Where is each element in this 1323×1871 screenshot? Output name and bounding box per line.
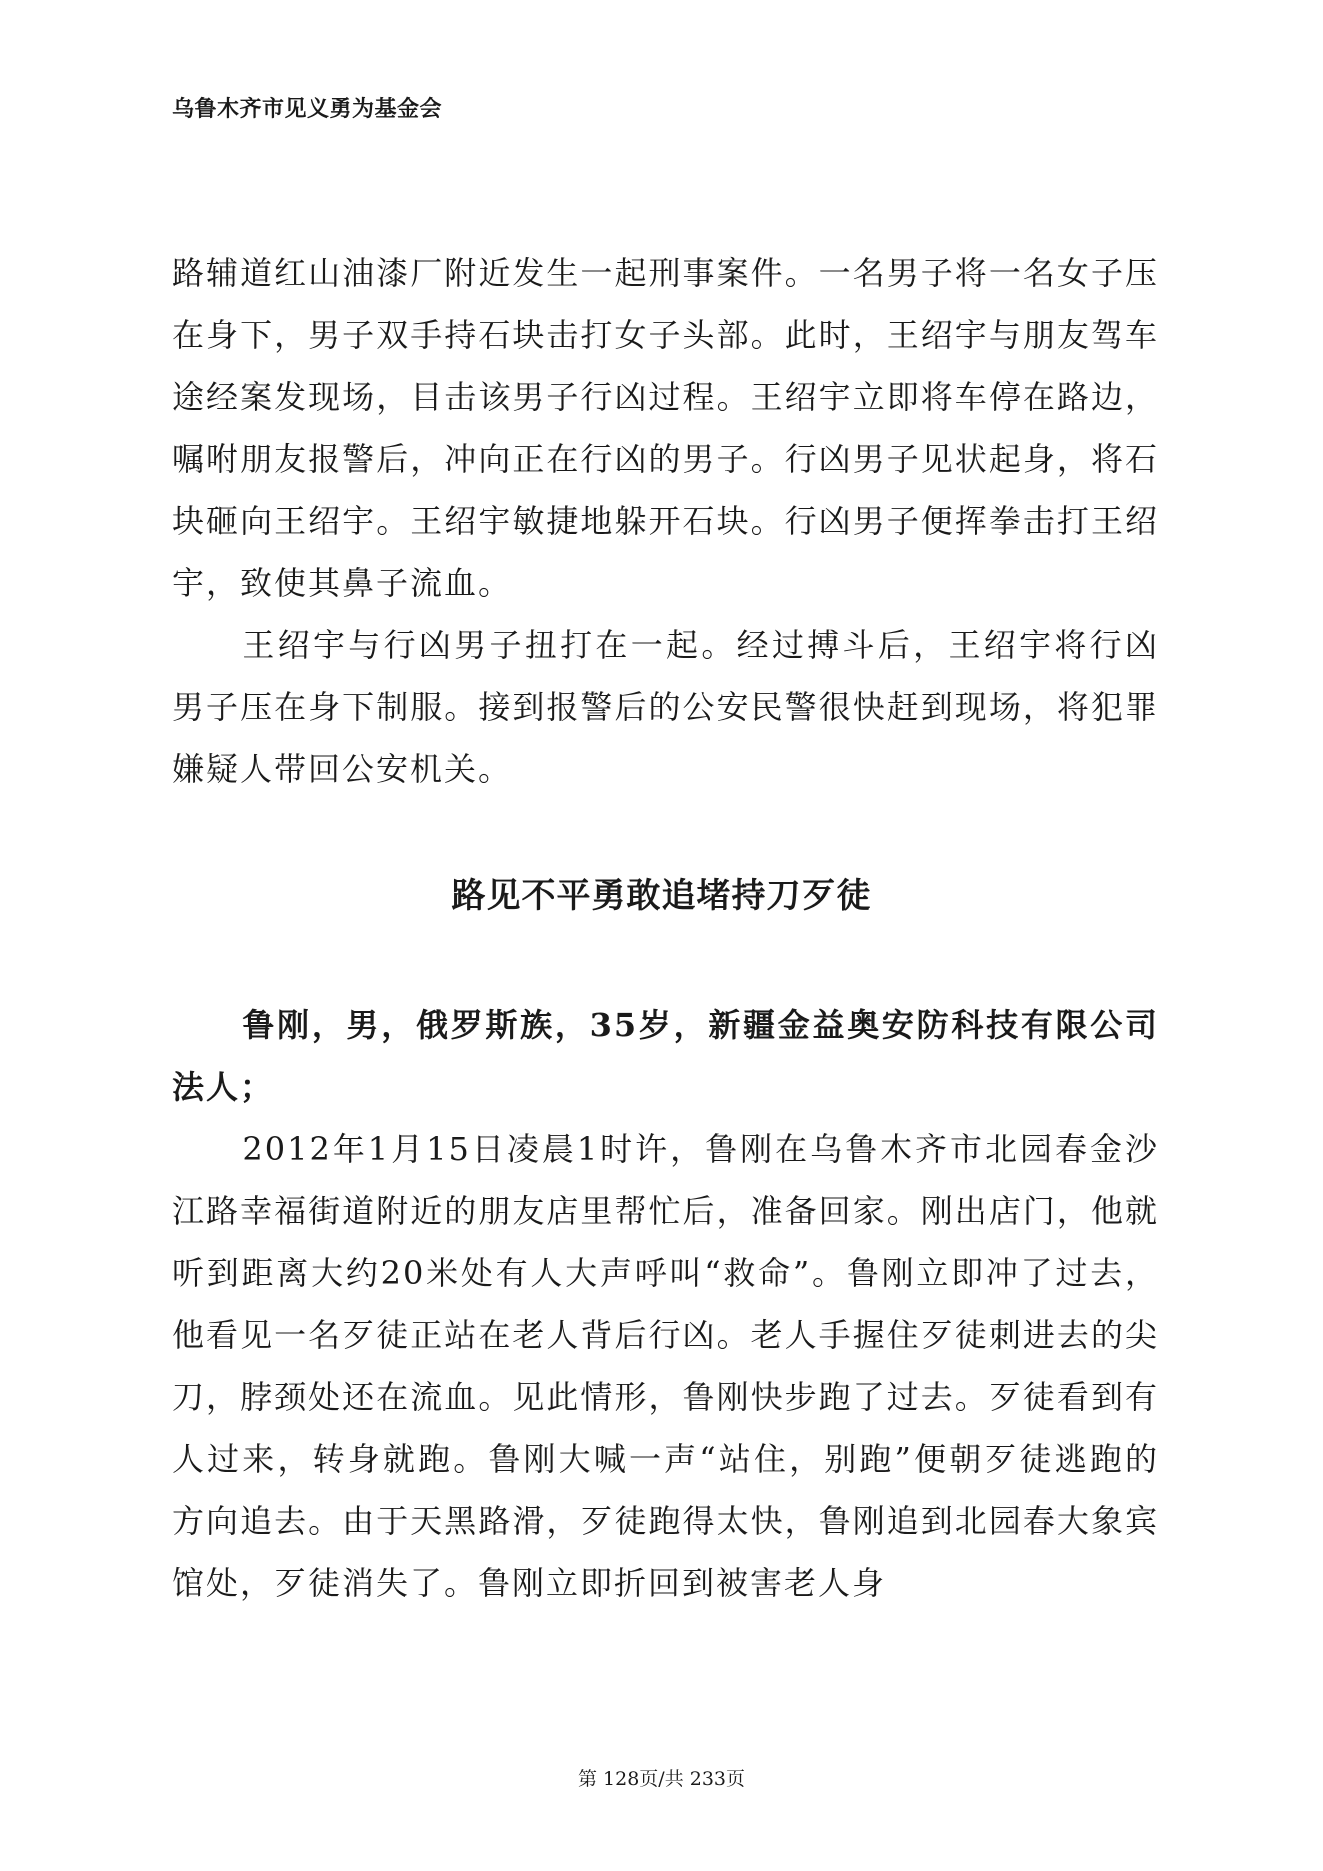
paragraph: 王绍宇与行凶男子扭打在一起。经过搏斗后，王绍宇将行凶男子压在身下制服。接到报警后的公安民警很快赶到现场，将犯罪嫌疑人带回公安机关。 [172, 626, 1159, 788]
paragraph-continued: 路辅道红山油漆厂附近发生一起刑事案件。一名男子将一名女子压在身下，男子双手持石块击打女子头部。此时，王绍宇与朋友驾车途经案发现场，目击该男子行凶过程。王绍宇立即将车停在路边，嘱咐朋友报警后，冲向正在行凶的男子。行凶男子见状起身，将石块砸向王绍宇。王绍宇敏捷地躲开石块。行凶男子便挥拳击打王绍宇，致使其鼻子流血。 [172, 254, 1159, 602]
profile-paragraph: 鲁刚，男，俄罗斯族，35岁，新疆金益奥安防科技有限公司法人； [172, 1006, 1159, 1106]
section-title: 路见不平勇敢追堵持刀歹徒 [451, 876, 872, 916]
article-continued [172, 242, 1159, 800]
header-organization: 乌鲁木齐市见义勇为基金会 [172, 96, 443, 122]
page-number: 第 128页/共 233页 [577, 1768, 745, 1790]
section-body [172, 994, 1159, 1614]
paragraph: 2012年1月15日凌晨1时许，鲁刚在乌鲁木齐市北园春金沙江路幸福街道附近的朋友店里帮忙后，准备回家。刚出店门，他就听到距离大约20米处有人大声呼叫“救命”。鲁刚立即冲了过去，他看见一名歹徒正站在老人背后行凶。老人手握住歹徒刺进去的尖刀，脖颈处还在流血。见此情形，鲁刚快步跑了过去。歹徒看到有人过来，转身就跑。鲁刚大喊一声“站住，别跑”便朝歹徒逃跑的方向追去。由于天黑路滑，歹徒跑得太快，鲁刚追到北园春大象宾馆处，歹徒消失了。鲁刚立即折回到被害老人身 [172, 1130, 1159, 1602]
